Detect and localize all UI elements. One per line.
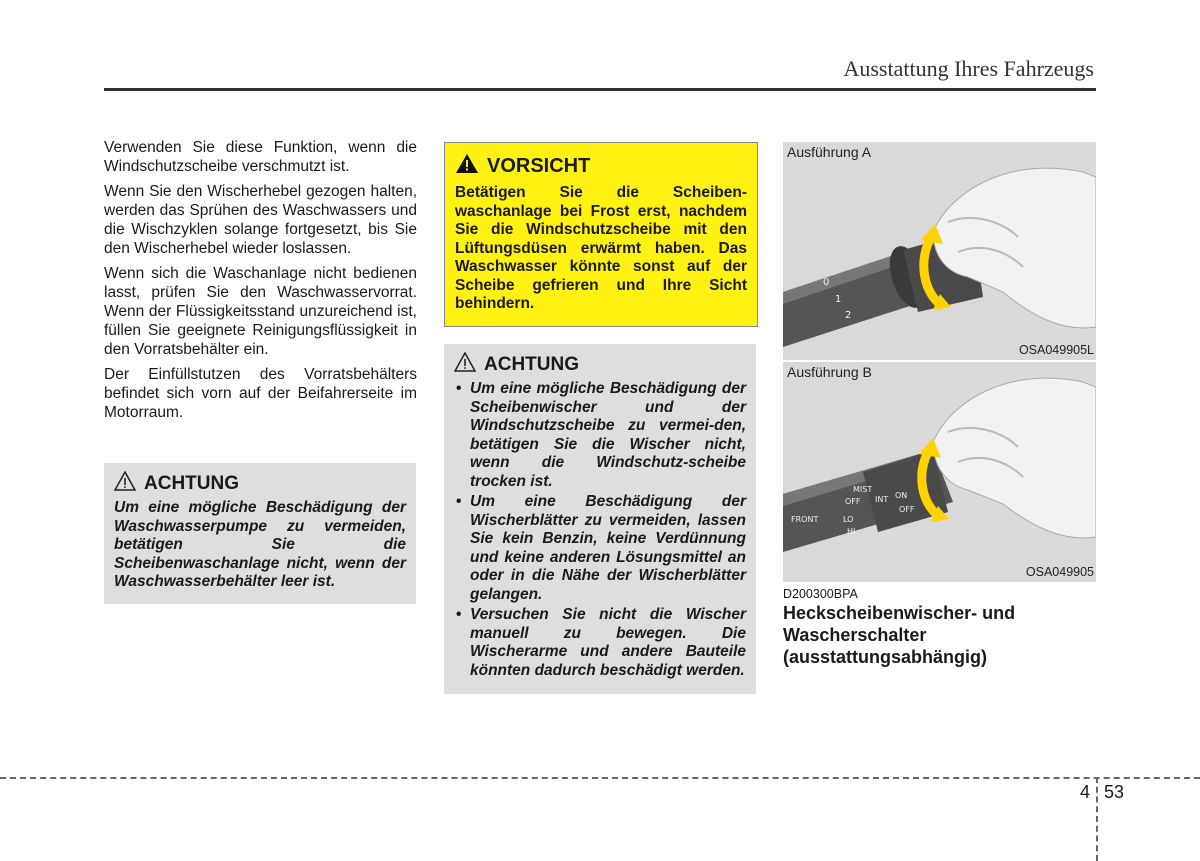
chapter-number: 4 (1080, 782, 1091, 802)
vorsicht-text: Betätigen Sie die Scheiben-waschanlage bei Frost erst, nachdem Sie die Windschutzscheibe mit den Lüftungsdüsen erwärmt haben. Das Waschwasser könnte sonst auf der Scheibe gefrieren und Ihre Sicht behindern. (455, 184, 747, 312)
vorsicht-title: VORSICHT (487, 155, 591, 177)
stalk-mark: 1 (835, 294, 842, 305)
warning-triangle-icon (114, 471, 136, 497)
list-item: • Um eine Beschädigung der Wischerblätter zu vermeiden, lassen Sie kein Benzin, keine Verdünnung und keine anderen Lösungsmittel an oder in die Nähe der Wischerblätter gelangen. (454, 493, 746, 604)
warning-triangle-icon (455, 153, 479, 180)
achtung-title: ACHTUNG (144, 473, 239, 494)
page-header-title: Ausstattung Ihres Fahrzeugs (843, 56, 1094, 81)
list-item: • Um eine mögliche Beschädigung der Scheibenwischer und der Windschutzscheibe zu vermei-den, betätigen Sie die Wischer nicht, wenn die Windschutz-scheibe trocken ist. (454, 380, 746, 491)
achtung-box-pump (104, 463, 416, 604)
figure-a (783, 142, 1096, 360)
achtung-title: ACHTUNG (484, 354, 579, 375)
header-rule (104, 88, 1096, 91)
wiper-stalk-illustration-b (783, 362, 1096, 582)
stalk-mark: ON (895, 491, 908, 500)
achtung-heading (114, 471, 406, 497)
vorsicht-box (444, 142, 758, 327)
achtung-list (454, 380, 746, 680)
section-title: Heckscheibenwischer- und Wascherschalter (ausstattungsabhängig) (783, 603, 1016, 667)
column-1 (104, 138, 417, 428)
section-code: D200300BPA (783, 587, 858, 601)
stalk-mark: HI (847, 527, 856, 536)
figure-b (783, 362, 1096, 582)
footer-divider (1096, 777, 1098, 861)
paragraph: Wenn Sie den Wischerhebel gezogen halten, werden das Sprühen des Waschwassers und die Wischzyklen solange fortgesetzt, bis Sie den Wischerhebel wieder loslassen. (104, 183, 417, 257)
footer-rule (0, 777, 1200, 779)
paragraph: Der Einfüllstutzen des Vorratsbehälters befindet sich vorn auf der Beifahrerseite im Motorraum. (104, 366, 417, 421)
achtung-heading (454, 352, 746, 378)
achtung-box-wiper (444, 344, 756, 694)
paragraph: Verwenden Sie diese Funktion, wenn die Windschutzscheibe verschmutzt ist. (104, 139, 417, 175)
figure-code: OSA049905L (1018, 343, 1094, 357)
stalk-mark: OFF (845, 497, 861, 506)
figure-label: Ausführung A (787, 144, 872, 160)
stalk-mark: 2 (845, 310, 852, 321)
stalk-mark: FRONT (791, 515, 819, 524)
figure-label: Ausführung B (787, 364, 872, 380)
warning-triangle-icon (454, 352, 476, 378)
list-item: • Versuchen Sie nicht die Wischer manuell zu bewegen. Die Wischerarme und andere Bauteile könnten dadurch beschädigt werden. (454, 606, 746, 680)
stalk-mark: INT (875, 495, 889, 504)
achtung-text: Um eine mögliche Beschädigung der Waschwasserpumpe zu vermeiden, betätigen Sie die Scheibenwaschanlage nicht, wenn der Waschwasserbehälter leer ist. (114, 499, 406, 590)
wiper-stalk-illustration-a (783, 142, 1096, 360)
paragraph: Wenn sich die Waschanlage nicht bedienen lasst, prüfen Sie den Waschwasservorrat. Wenn der Flüssigkeitsstand unzureichend ist, füllen Sie geeignete Reinigungsflüssigkeit in den Vorratsbehälter ein. (104, 265, 417, 358)
stalk-mark: 0 (823, 277, 830, 288)
stalk-mark: MIST (853, 485, 873, 494)
page-number: 53 (1104, 782, 1125, 802)
vorsicht-heading (455, 153, 747, 180)
figure-code: OSA049905 (1025, 565, 1094, 579)
stalk-mark: OFF (899, 505, 915, 514)
stalk-mark: LO (843, 515, 854, 524)
